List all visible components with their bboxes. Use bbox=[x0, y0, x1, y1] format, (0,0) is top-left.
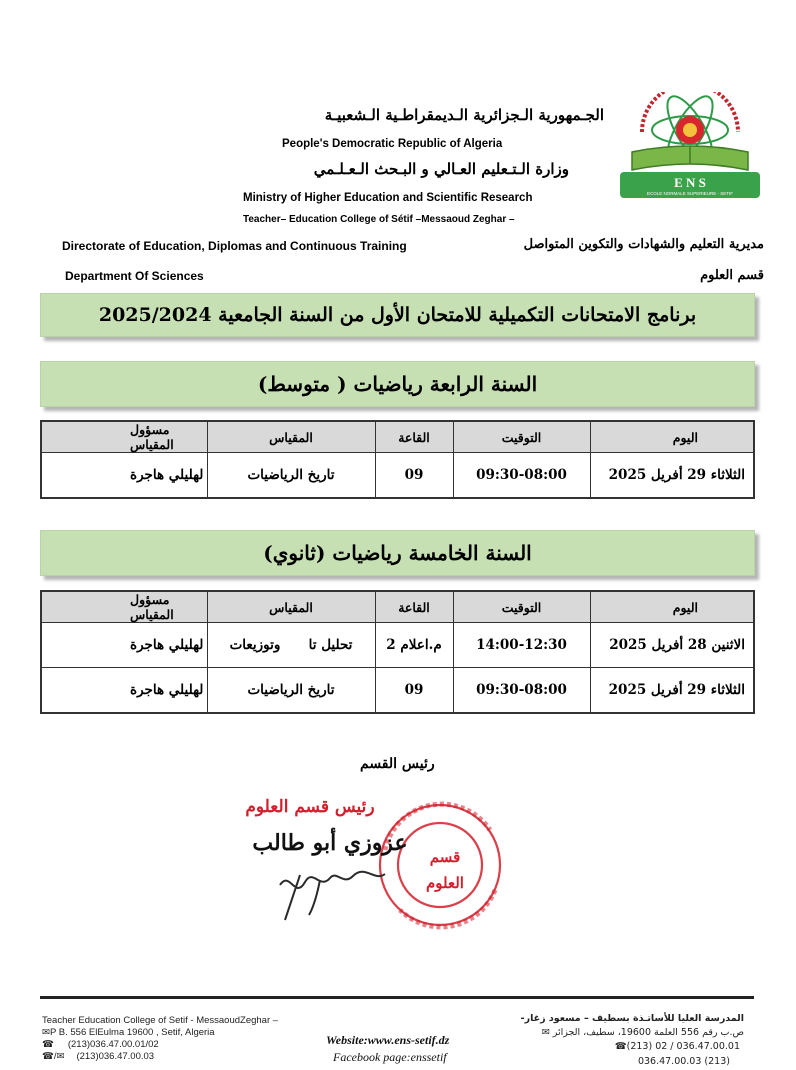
schedule-table-5th-year bbox=[40, 590, 755, 714]
directorate-arabic: مديرية التعليم والشهادات والتكوين المتواصل bbox=[523, 237, 764, 252]
cell-day: الاثنين 28 أفريل 2025 bbox=[590, 623, 754, 668]
stamp-round-text-1: قسم bbox=[429, 848, 461, 866]
handwritten-signature bbox=[280, 872, 385, 920]
footer-divider bbox=[40, 996, 754, 999]
footer-fax: ☎/✉ (213)036.47.00.03 bbox=[42, 1051, 155, 1062]
footer-phone: ☎ (213)036.47.00.01/02 bbox=[42, 1039, 159, 1050]
cell-responsible: لهليلي هاجرة bbox=[41, 668, 207, 714]
fax-icon: ☎/✉ bbox=[42, 1051, 65, 1062]
cell-time: 09:30-08:00 bbox=[453, 668, 590, 714]
cell-responsible: لهليلي هاجرة bbox=[41, 453, 207, 499]
directorate-english: Directorate of Education, Diplomas and Continuous Training bbox=[62, 239, 407, 253]
cell-room: م.اعلام 2 bbox=[375, 623, 453, 668]
column-header-time: التوقيت bbox=[453, 591, 590, 623]
section-heading-4th-year: السنة الرابعة رياضيات ( متوسط) bbox=[40, 361, 755, 407]
schedule-title: برنامج الامتحانات التكميلية للامتحان الأول من السنة الجامعية 2025/2024 bbox=[40, 293, 755, 337]
mail-icon: ✉ bbox=[42, 1027, 50, 1038]
cell-time: 09:30-08:00 bbox=[453, 453, 590, 499]
table-header-row bbox=[41, 421, 754, 453]
table-row bbox=[41, 668, 754, 714]
stamp-name: عزوزي أبو طالب bbox=[252, 830, 408, 856]
footer-address: ✉P B. 556 ElEulma 19600 , Setif, Algeria bbox=[42, 1027, 215, 1038]
ministry-english: Ministry of Higher Education and Scientific Research bbox=[243, 192, 533, 204]
ministry-arabic: وزارة الـتـعليم العـالي و البـحث الـعـلـمي bbox=[313, 160, 569, 178]
column-header-responsible: مسؤول المقياس bbox=[41, 591, 207, 623]
ens-logo bbox=[612, 92, 767, 212]
cell-time: 14:00-12:30 bbox=[453, 623, 590, 668]
column-header-room: القاعة bbox=[375, 421, 453, 453]
phone-icon: ☎ bbox=[42, 1039, 54, 1050]
section-heading-5th-year: السنة الخامسة رياضيات (ثانوي) bbox=[40, 530, 755, 576]
footer-phone-arabic: 036.47.00.01 / 02 (213)☎ bbox=[614, 1041, 740, 1052]
republic-english: People's Democratic Republic of Algeria bbox=[282, 138, 503, 150]
mail-icon: ✉ bbox=[541, 1027, 550, 1038]
column-header-module: المقياس bbox=[207, 421, 375, 453]
cell-module: تاريخ الرياضيات bbox=[207, 453, 375, 499]
cell-room: 09 bbox=[375, 668, 453, 714]
column-header-time: التوقيت bbox=[453, 421, 590, 453]
stamp-round-text-2: العلوم bbox=[426, 874, 464, 892]
cell-room: 09 bbox=[375, 453, 453, 499]
table-row bbox=[41, 453, 754, 499]
column-header-responsible: مسؤول المقياس bbox=[41, 421, 207, 453]
stamp-signature bbox=[225, 790, 515, 940]
footer-facebook[interactable]: Facebook page:enssetif bbox=[333, 1050, 447, 1064]
column-header-day: اليوم bbox=[590, 591, 754, 623]
cell-module: تاريخ الرياضيات bbox=[207, 668, 375, 714]
college-english: Teacher– Education College of Sétif –Messaoud Zeghar – bbox=[243, 214, 515, 225]
footer-college-name: Teacher Education College of Setif - MessaoudZeghar – bbox=[42, 1015, 279, 1026]
cell-day: الثلاثاء 29 أفريل 2025 bbox=[590, 668, 754, 714]
table-header-row bbox=[41, 591, 754, 623]
table-row bbox=[41, 623, 754, 668]
footer-website[interactable]: Website:www.ens-setif.dz bbox=[326, 1033, 450, 1047]
column-header-module: المقياس bbox=[207, 591, 375, 623]
cell-responsible: لهليلي هاجرة bbox=[41, 623, 207, 668]
footer-fax-arabic: (213) 036.47.00.03 bbox=[637, 1056, 730, 1067]
column-header-day: اليوم bbox=[590, 421, 754, 453]
column-header-room: القاعة bbox=[375, 591, 453, 623]
footer-address-arabic: ص.ب رقم 556 العلمة 19600، سطيف، الجزائر ✉ bbox=[541, 1027, 744, 1038]
logo-subtext: ECOLE NORMALE SUPERIEURE - SETIF bbox=[646, 191, 734, 196]
stamp-title: رئيس قسم العلوم bbox=[245, 797, 375, 817]
republic-arabic: الجـمهورية الـجزائرية الـديمقراطـية الـشعبيـة bbox=[324, 106, 604, 124]
department-head-label: رئيس القسم bbox=[360, 756, 435, 772]
cell-day: الثلاثاء 29 أفريل 2025 bbox=[590, 453, 754, 499]
footer-college-name-arabic: المدرسة العليا للأساتـذة بسطيف – مسعود زغار- bbox=[520, 1013, 744, 1024]
phone-icon: ☎ bbox=[614, 1041, 627, 1052]
department-english: Department Of Sciences bbox=[65, 269, 204, 283]
logo-text: E N S bbox=[674, 175, 706, 190]
cell-module: تحليل تا وتوزيعات bbox=[207, 623, 375, 668]
department-arabic: قسم العلوم bbox=[700, 268, 764, 283]
schedule-table-4th-year bbox=[40, 420, 755, 499]
